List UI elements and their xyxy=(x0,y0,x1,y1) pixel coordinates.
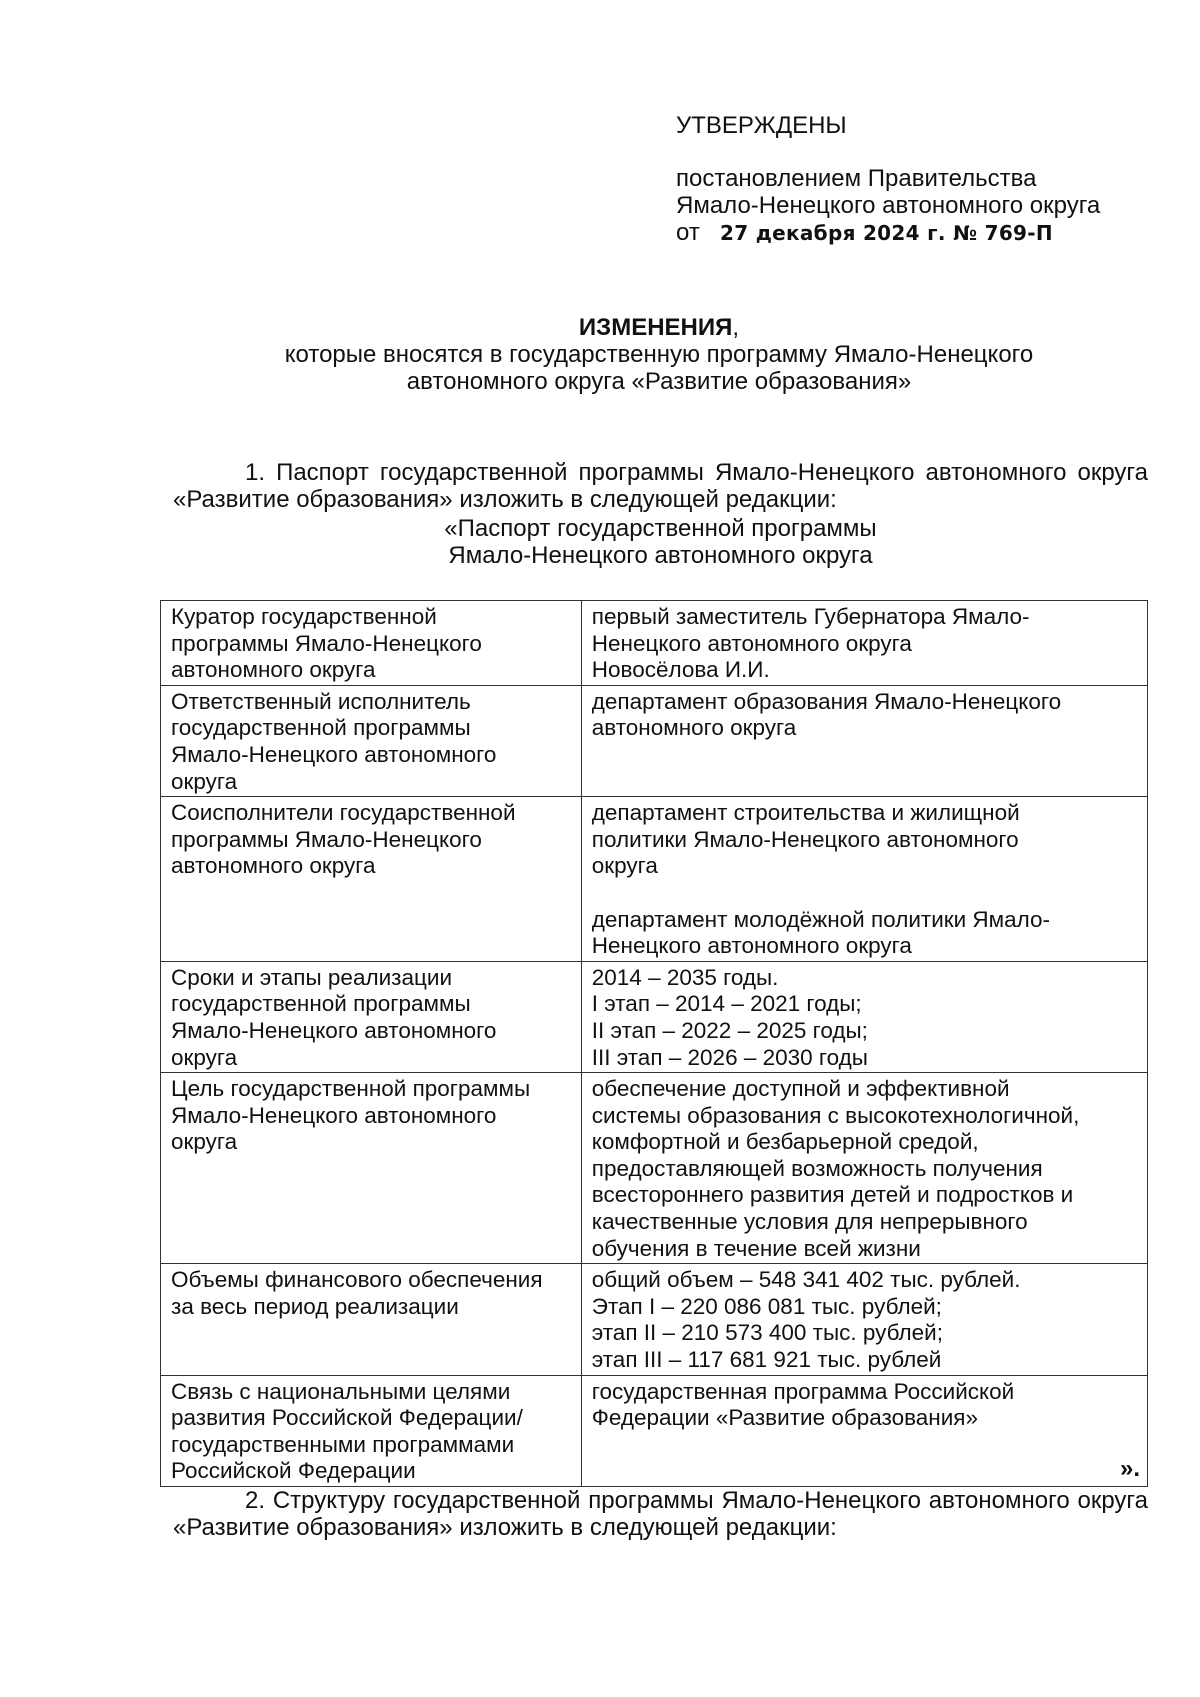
table-label-line: округа xyxy=(171,768,238,794)
table-value-line: этап III – 117 681 921 тыс. рублей xyxy=(591,1347,942,1373)
table-value-line: общий объем – 548 341 402 тыс. рублей. xyxy=(591,1267,1021,1293)
table-value-line: Федерации «Развитие образования» xyxy=(591,1405,979,1431)
passport-table xyxy=(160,600,1148,1487)
approval-date-prefix: от xyxy=(676,219,700,246)
heading-subtitle-line-2: автономного округа «Развитие образования» xyxy=(406,368,912,395)
table-label-line: округа xyxy=(171,1129,238,1155)
paragraph-2 xyxy=(173,1487,1148,1541)
table-value-line: обучения в течение всей жизни xyxy=(591,1235,921,1261)
table-label-line: Цель государственной программы xyxy=(171,1076,531,1102)
table-label-line: Российской Федерации xyxy=(171,1458,416,1484)
table-value-line: всестороннего развития детей и подростков и xyxy=(591,1182,1074,1208)
table-value-cell xyxy=(581,1264,1147,1375)
table-label-line: развития Российской Федерации/ xyxy=(171,1405,523,1431)
approval-date-line xyxy=(676,219,1176,247)
paragraph-1-text: 1. Паспорт государственной программы Ямало-Ненецкого автономного округа «Развитие образования» изложить в следующей редакции: xyxy=(173,459,1148,513)
table-label-line: Сроки и этапы реализации xyxy=(171,964,453,990)
table-value-line: качественные условия для непрерывного xyxy=(591,1209,1028,1235)
table-value-line: этап II – 210 573 400 тыс. рублей; xyxy=(591,1320,943,1346)
table-value-line: 2014 – 2035 годы. xyxy=(591,964,779,990)
table-value-cell xyxy=(581,685,1147,796)
table-row xyxy=(161,1073,1148,1264)
table-value-line: комфортной и безбарьерной средой, xyxy=(591,1129,979,1155)
passport-title-line-2: Ямало-Ненецкого автономного округа xyxy=(448,542,873,569)
table-value-cell xyxy=(581,1375,1147,1486)
table-value-line: Этап I – 220 086 081 тыс. рублей; xyxy=(591,1293,942,1319)
table-label-line: Связь с национальными целями xyxy=(171,1378,511,1404)
table-value-line: Ненецкого автономного округа xyxy=(591,630,912,656)
table-row xyxy=(161,797,1148,962)
passport-title-line-1: «Паспорт государственной программы xyxy=(444,515,877,542)
table-label-line: за весь период реализации xyxy=(171,1293,459,1319)
approval-line-2: Ямало-Ненецкого автономного округа xyxy=(676,192,1101,219)
table-label-cell xyxy=(161,1073,582,1264)
table-value-line: системы образования с высокотехнологичной, xyxy=(591,1102,1080,1128)
table-label-line: автономного округа xyxy=(171,853,376,879)
table-value-gap xyxy=(592,880,1137,907)
table-label-line: программы Ямало-Ненецкого xyxy=(171,630,482,656)
table-row xyxy=(161,1375,1148,1486)
heading-title-line xyxy=(170,314,1148,341)
table-value-line: государственная программа Российской xyxy=(591,1378,1015,1404)
heading-subtitle-line-1: которые вносятся в государственную программу Ямало-Ненецкого xyxy=(284,341,1034,368)
table-row xyxy=(161,1264,1148,1375)
table-label-line: Ямало-Ненецкого автономного xyxy=(171,1017,497,1043)
table-value-line: департамент образования Ямало-Ненецкого xyxy=(591,688,1062,714)
closing-quote: ». xyxy=(1120,1455,1141,1482)
paragraph-1 xyxy=(173,459,1148,513)
table-value-line: I этап – 2014 – 2021 годы; xyxy=(591,991,862,1017)
approval-title: УТВЕРЖДЕНЫ xyxy=(676,112,847,139)
approval-line-1: постановлением Правительства xyxy=(676,165,1037,192)
heading-title-suffix: , xyxy=(732,314,740,341)
approval-block xyxy=(676,112,1176,247)
table-value-line: департамент молодёжной политики Ямало- xyxy=(591,906,1051,932)
table-label-cell xyxy=(161,797,582,962)
table-value-line: округа xyxy=(591,853,658,879)
table-value-line: II этап – 2022 – 2025 годы; xyxy=(591,1017,868,1043)
table-label-line: государственной программы xyxy=(171,715,471,741)
table-row xyxy=(161,685,1148,796)
table-value-line: первый заместитель Губернатора Ямало- xyxy=(591,604,1030,629)
paragraph-2-text: 2. Структуру государственной программы Ямало-Ненецкого автономного округа «Развитие образования» изложить в следующей редакции: xyxy=(173,1487,1148,1541)
table-label-line: Куратор государственной xyxy=(171,604,437,629)
table-row xyxy=(161,961,1148,1072)
table-value-line: предоставляющей возможность получения xyxy=(591,1155,1043,1181)
table-label-line: Ямало-Ненецкого автономного xyxy=(171,1102,497,1128)
table-value-line: Новосёлова И.И. xyxy=(591,657,770,683)
table-label-line: автономного округа xyxy=(171,657,376,683)
table-value-line: департамент строительства и жилищной xyxy=(591,800,1020,826)
table-value-cell xyxy=(581,797,1147,962)
table-row xyxy=(161,601,1148,686)
table-label-line: Ямало-Ненецкого автономного xyxy=(171,741,497,767)
document-heading xyxy=(170,314,1148,395)
table-label-line: государственной программы xyxy=(171,991,471,1017)
table-value-line: политики Ямало-Ненецкого автономного xyxy=(591,826,1019,852)
table-value-cell xyxy=(581,601,1147,686)
table-value-line: автономного округа xyxy=(591,715,797,741)
table-value-line: обеспечение доступной и эффективной xyxy=(591,1076,1010,1102)
table-value-cell xyxy=(581,1073,1147,1264)
table-label-line: Ответственный исполнитель xyxy=(171,688,471,714)
heading-title: ИЗМЕНЕНИЯ xyxy=(578,314,733,341)
table-label-line: государственными программами xyxy=(171,1431,515,1457)
table-label-cell xyxy=(161,1375,582,1486)
table-label-cell xyxy=(161,1264,582,1375)
table-label-line: округа xyxy=(171,1044,238,1070)
table-label-line: Соисполнители государственной xyxy=(171,800,516,826)
approval-date-value: 27 декабря 2024 г. № 769-П xyxy=(720,221,1053,245)
table-value-line: III этап – 2026 – 2030 годы xyxy=(591,1044,868,1070)
table-label-cell xyxy=(161,685,582,796)
passport-table-body xyxy=(161,601,1148,1487)
table-value-cell xyxy=(581,961,1147,1072)
table-label-line: Объемы финансового обеспечения xyxy=(171,1267,543,1293)
passport-title xyxy=(173,515,1148,569)
table-label-line: программы Ямало-Ненецкого xyxy=(171,826,482,852)
table-label-cell xyxy=(161,961,582,1072)
table-label-cell xyxy=(161,601,582,686)
table-value-line: Ненецкого автономного округа xyxy=(591,933,912,959)
